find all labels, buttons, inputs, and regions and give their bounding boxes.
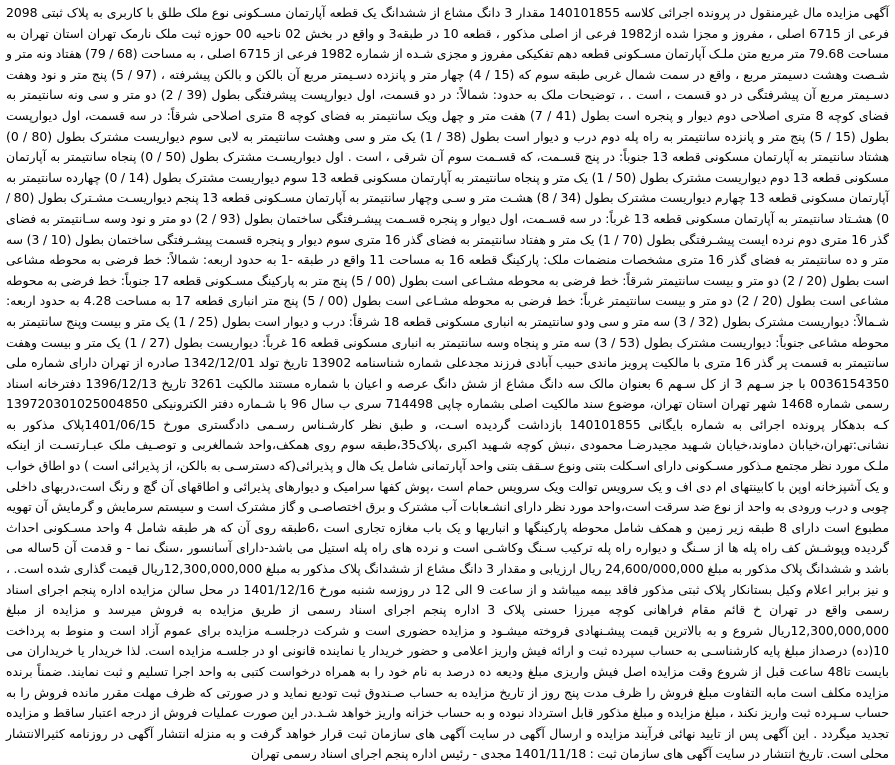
auction-notice (6, 3, 890, 762)
notice-body-text: آگهی مزایده مال غیرمنقول در پرونده اجرائی کلاسه 140101855 مقدار 3 دانگ مشاع از ششدانگ یک قطعه آپارتمان مسـکونی نوع ملک طلق با کاربری به پلاک ثبتی 2098 فرعی از 6715 اصلی ، مفروز و مجزا شده از1982 فرعی از اصلی مذکور ، قطعه 10 در طبقه3 و واقع در بخش 02 ناحیه 00 حوزه ثبت ملک نارمک تهران استان تهران به مساحت 79.68 متر مربع متن ملـک آپارتمان مسـکونی قطعه دهم تفکیکی مفروز و مجزی شـده از شماره 1982 فرعی از 6715 اصلی ، به مساحت (68 / 79) هفتاد ونه متر و شـصت وهشت دسیمتر مربع ، واقع در سمت شمال غربی طبقه سوم که (15 / 4) چهار متر و پانزده دسـیمتر مربع آن بالکن و بالکن پیشرفته ، (97 / 5) پنج متر و نود وهفت دسـیمتر مربع آن پیشرفتگی در دو قسمت ، است . ، توضیحات ملک به حدود: شمالاً: در دو قسمت، اول دیوارپست پیشرفتگی بطول (39 / 2) دو متر و سی ونه سانتیمتر به فضای کوچه 8 متری اصلاحی دوم دیوار و پنجره است بطول (41 / 7) هفت متر و چهل ویک سانتیمتر به فضای کوچه 8 متری اصلاحی شرقاً: در سه قسمت، اول دیوارپست بطول (15 / 5) پنج متر و پانزده سانتیمتر به راه پله دوم درب و دیوار است بطول (38 / 1) یک متر و سی وهشت سانتیمتر به لابی سوم دیواریست مشترک بطول (80 / 0) هشتاد سانتیمتر به آپارتمان مسکونی قطعه 13 جنوباً: در پنج قسـمت، که قسـمت سوم آن شرقی ، است . اول دیواریسـت مشترک بطول (50 / 0) پنجاه سانتیمتر به آپارتمان مسکونی قطعه 13 دوم دیواریست مشترک بطول (50 / 1) یک متر و پنجاه سانتیمتر به آپارتمان مسکونی قطعه 13 سوم دیواریست مشترک بطول (14 / 0) چهارده سانتیمتر به آپارتمان مسکونی قطعه 13 چهارم دیواریست مشترک بطول (34 / 8) هشـت متر و سـی وچهار سانتیمتر به آپارتمان مسـکونی قطعه 13 پنجم دیواریسـت مشـترک بطول (80 / 0) هشـتاد سانتیمتر به آپارتمان مسکونی قطعه 13 غرباً: در سه قسـمت، اول دیوار و پنجره قسـمت پیشـرفتگی ساختمان بطول (93 / 2) دو متر و نود وسه سـانتیمتر به فضای گذر 16 متری دوم نرده ایست پیشـرفتگی بطول (70 / 1) یک متر و هفتاد سانتیمتر به فضای گذر 16 متری سوم دیوار و پنجره قسمت پیشـرفتگی ساختمان بطول (10 / 3) سه متر و ده سانتیمتر به فضای گذر 16 متری مشخصات منضمات ملک: پارکینگ قطعه 16 به مساحت 11 واقع در طبقه -1 به حدود اربعه: شمالاً: خط فرضی به محوطه مشاعی است بطول (20 / 2) دو متر و بیست سانتیمتر شرقاً: خط فرضی به محوطه مشـاعی است بطول (00 / 5) پنج متر به پارکینگ مسـکونی قطعه 17 جنوباً: خط فرضی به محوطه مشاعی است بطول (20 / 2) دو متر و بیست سانتیمتر غرباً: خط فرضی به محوطه مشـاعی است بطول (00 / 5) پنج متر انباری قطعه 17 به مساحت 4.28 به حدود اربعه: شـمالاً: دیواریست مشترک بطول (32 / 3) سه متر و سی ودو سانتیمتر به انباری مسکونی قطعه 18 شرقاً: درب و دیوار است بطول (25 / 1) یک متر و بیست وپنج سانتیمتر به محوطه مشاعی جنوباً: دیواریست مشترک بطول (53 / 3) سه متر و پنجاه وسه سانتیمتر به انباری مسکونی قطعه 16 غرباً: دیواریست بطول (27 / 1) یک متر و بیست وهفت سانتیمتر به قسمت پر گذر 16 متری با مالکیت پرویز ماندی حبیب آبادی فرزند مجدعلی شماره شناسنامه 13902 تاریخ تولد 1342/12/01 صادره از تهران دارای شماره ملی 0036154350 با جز سـهم 3 از کل سـهم 6 بعنوان مالک سه دانگ مشاع از شش دانگ عرصه و اعیان با شماره مستند مالکیت 3261 تاریخ 1396/12/13 دفترخانه اسناد رسمی شماره 1468 شهر تهران استان تهران، موضوع سند مالکیت اصلی بشماره چاپی 714498 سری ب سال 96 با شـماره دفتر الکترونیکی 139720301025004850 کـه بدهکار پرونده اجرائی به شماره بایگانی 140101855 بازداشت گردیده اسـت، و طبق نظر کارشـناس رسـمی دادگستری مورخ 1401/06/15پلاک مذکور به نشانی:تهران،خیابان دماوند،خیابان شـهید مجیدرضـا محمودی ،نبش کوچه شـهید اکبری ،پلاک35،طبقه سوم روی همکف،واحد شمالغربی و توصـیف ملک عبـارتسـت از اینکه ملـک مورد نظر مجتمع مـذکور مسـکونی دارای اسـکلت بتنی ونوع سـقف بتنی واحد آپارتمانی شامل یک هال و پذیرائی(که دسترسـی به بالکن، از پذیرائی است ) دو اطاق خواب و یک آشپزخانه اوپن با کابینتهای ام دی اف و یک سرویس توالت ویک سرویس حمام است ،پوش کفها سرامیک و دیوارهای پذیرائی و اطاقهای آن گچ و رنگ است،دربهای داخلی چوبی و درب ورودی به واحد از نوع ضد سرقت است،واحد مورد نظر دارای انشـعابات آب مشترک و برق اختصاصـی و گاز مشترک است و سیستم سرمایش و گرمایش آن تهویه مطبوع است دارای 8 طبقه زیر زمین و همکف شامل محوطه پارکینگها و انباریها و یک باب مغازه تجاری است ،6طبقه روی آن که هر طبقه شامل 4 واحد مسـکونی احداث گردیده وپوشـش کف راه پله ها از سـنگ و دیواره راه پله ترکیب سـنگ وکاشـی است و نرده های راه پله استیل می باشد-دارای آسانسور ،سنگ نما - و قدمت آن 5ساله می باشد و ششدانگ پلاک مذکور به مبلغ 24,600/000,000 ریال ارزیابی و مقدار 3 دانگ مشاع از ششدانگ پلاک مذکور به مبلغ 12,300,000,000ریال قیمت گذاری شده است. ، و نیز برابر اعلام وکیل بستانکار پلاک ثبتی مذکور فاقد بیمه میباشد و از ساعت 9 الی 12 در روزسه شنبه مورخ 1401/12/16 در محل سالن مزایده اداره پنجم اجرای اسناد رسمی واقع در تهران خ قائم مقام فراهانی کوچه میرزا حسنی پلاک 3 اداره پنجم اجرای اسناد رسمی از طریق مزایده به فروش میرسد و مزایده از مبلغ 12,300,000,000ریال شروع و به بالاترین قیمت پیشـنهادی فروخته میشـود و مزایده حضوری است و شرکت درجلسـه مزایده برای عموم آزاد است و منوط به پرداخت 10(ده) درصداز مبلغ پایه کارشناسـی به حساب سپرده ثبت و ارائه فیش واریز اعلامی و حضور خریدار یا نماینده قانونی او در جلسـه مزایده است. لذا خریدار یا خریداران می بایست تا48 ساعت قبل از شروع وقت مزایده اصل فیش واریزی مبلغ ودیعه ده درصد به نام خود را به همراه درخواست کتبی به واحد اجرا تسلیم و ثبت نمایند. ضمناً برنده مزایده مکلف است مابه التفاوت مبلغ فروش را ظرف مدت پنج روز از تاریخ مزایده به حساب صـندوق ثبت تودیع نماید و در صورتی که ظرف مهلت مقرر مانده فروش را به حساب سـپرده ثبت واریز نکند ، مبلغ مزایده و مبلغ مذکور قابل استرداد نبوده و به حساب خزانه واریز خواهد شـد.در این صورت عملیات فروش از درجه اعتبار ساقط و مزایده تجدید میگردد . این آگهی پس از تایید نهائی فرآیند مزایده و ارسال آگهی در سایت آگهی های سازمان ثبت قرار خواهد گرفت و به منزله انتشار آگهی در روزنامه کثیرالانتشار محلی است. تاریخ انتشار در سایت آگهی های سازمان ثبت : 1401/11/18 مجدی - رئیس اداره پنجم اجرای اسناد رسمی تهران (6, 5, 890, 762)
